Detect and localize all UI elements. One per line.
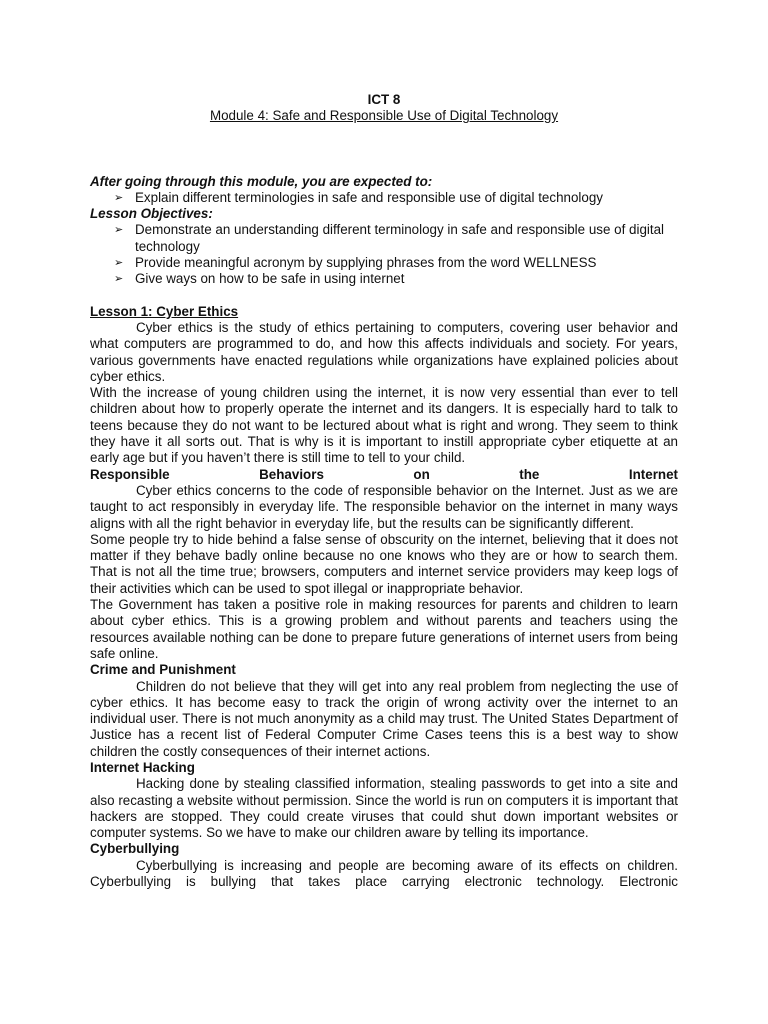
expectations-list xyxy=(90,190,678,206)
arrow-bullet-icon: ➢ xyxy=(114,191,124,204)
paragraph: Cyberbullying is increasing and people are becoming aware of its effects on children. Cyberbullying is bullying that takes place carrying electronic technology. Electronic xyxy=(90,857,678,890)
lesson-heading: Lesson 1: Cyber Ethics xyxy=(90,303,239,319)
section-heading-internet-hacking: Internet Hacking xyxy=(90,759,195,775)
list-item xyxy=(114,222,678,255)
arrow-bullet-icon: ➢ xyxy=(114,257,124,270)
list-item xyxy=(114,271,678,287)
expectations-heading: After going through this module, you are expected to: xyxy=(90,173,433,189)
document-content xyxy=(90,92,678,890)
paragraph: Cyber ethics is the study of ethics pertaining to computers, covering user behavior and what computers are programmed to do, and how this affects individuals and society. For years, various governments have enacted regulations while organizations have explained policies about cyber ethics. xyxy=(90,319,678,384)
paragraph: With the increase of young children using the internet, it is now very essential than ever to tell children about how to properly operate the internet and its dangers. It is especially hard to talk to teens because they do not want to be lectured about what is right and wrong. They seem to think they have it all sorts out. That is why is it is important to instill appropriate cyber etiquette at an early age but if you haven’t there is still time to tell to your child. xyxy=(90,385,678,466)
list-item-text: Demonstrate an understanding different terminology in safe and responsible use of digital technology xyxy=(135,222,665,254)
list-item xyxy=(114,190,678,206)
paragraph: Hacking done by stealing classified information, stealing passwords to get into a site and also recasting a website without permission. Since the world is run on computers it is important that hackers are stopped. They could create viruses that could shut down important websites or computer systems. So we have to make our children aware by telling its importance. xyxy=(90,776,678,841)
document-title: ICT 8 xyxy=(367,92,401,107)
list-item-text: Explain different terminologies in safe and responsible use of digital technology xyxy=(135,189,603,205)
paragraph: Some people try to hide behind a false sense of obscurity on the internet, believing that it does not matter if they behave badly online because no one knows who they are or how to search them. That is not all the time true; browsers, computers and internet service providers may keep logs of their activities which can be used to spot illegal or inappropriate behavior. xyxy=(90,531,678,596)
objectives-heading: Lesson Objectives: xyxy=(90,206,213,222)
paragraph: Cyber ethics concerns to the code of responsible behavior on the Internet. Just as we are taught to act responsibly in everyday life. The responsible behavior on the internet in many ways aligns with all the right behavior in everyday life, but the results can be significantly different. xyxy=(90,482,678,531)
section-heading-crime-and-punishment: Crime and Punishment xyxy=(90,662,236,678)
section-heading-cyberbullying: Cyberbullying xyxy=(90,841,180,857)
paragraph: The Government has taken a positive role in making resources for parents and children to learn about cyber ethics. This is a growing problem and without parents and teachers using the resources available nothing can be done to prepare future generations of internet users from being safe online. xyxy=(90,597,678,661)
document-subtitle: Module 4: Safe and Responsible Use of Digital Technology xyxy=(209,108,559,124)
objectives-list xyxy=(90,222,678,287)
list-item xyxy=(114,255,678,271)
spacer xyxy=(90,288,678,304)
list-item-text: Provide meaningful acronym by supplying phrases from the word WELLNESS xyxy=(135,255,597,271)
paragraph: Children do not believe that they will get into any real problem from neglecting the use of cyber ethics. It has become easy to track the origin of wrong activity over the internet to an individual user. There is not much anonymity as a child may trust. The United States Department of Justice has a recent list of Federal Computer Crime Cases teens this is a best way to show children the costly consequences of their internet actions. xyxy=(90,678,678,759)
arrow-bullet-icon: ➢ xyxy=(114,273,124,286)
list-item-text: Give ways on how to be safe in using internet xyxy=(135,271,405,287)
spacer xyxy=(90,125,678,174)
section-heading-responsible-behaviors: Responsible Behaviors on the Internet xyxy=(90,466,678,482)
arrow-bullet-icon: ➢ xyxy=(114,224,124,237)
